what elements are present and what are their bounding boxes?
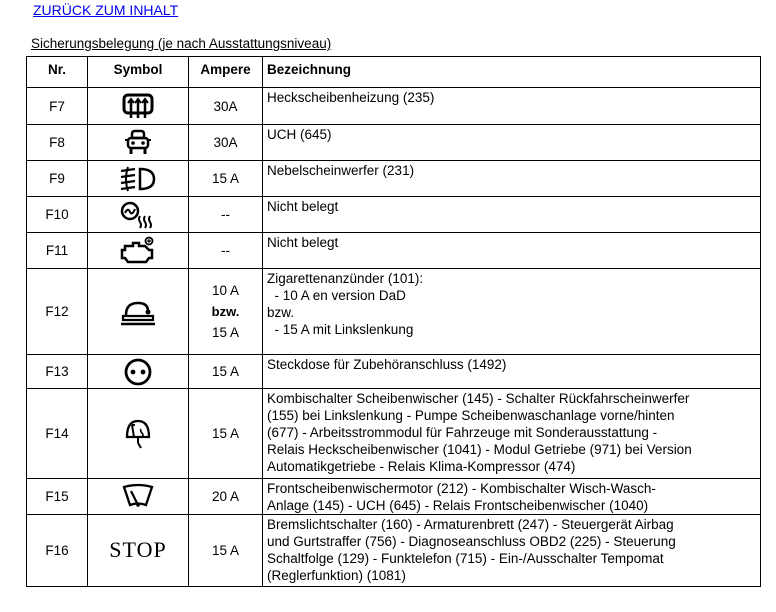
description: Nebelscheinwerfer (231): [263, 161, 761, 197]
fuse-table: [26, 56, 761, 587]
symbol-cell: [88, 233, 189, 269]
header-ampere: Ampere: [189, 57, 263, 88]
wiper-switch-icon: [121, 417, 155, 451]
table-row: [27, 389, 761, 479]
fuse-number: F15: [27, 479, 88, 515]
symbol-cell: [88, 515, 189, 587]
engine-icon: [119, 236, 157, 266]
description: Nicht belegt: [263, 233, 761, 269]
ucm-car-icon: [123, 128, 153, 158]
description: Kombischalter Scheibenwischer (145) - Schalter Rückfahrscheinwerfer (155) bei Linkslenkung - Pumpe Scheibenwaschanlage vorne/hinten (677) - Arbeitsstrommodul für Fahrzeuge mit Sonderausstattung - Relais Heckscheibenwischer (1041) - Modul Getriebe (971) bei Version Automatikgetriebe - Relais Klima-Kompressor (474): [263, 389, 761, 479]
fuse-number: F16: [27, 515, 88, 587]
fuse-number: F14: [27, 389, 88, 479]
symbol-cell: [88, 88, 189, 125]
header-nr: Nr.: [27, 57, 88, 88]
description: Heckscheibenheizung (235): [263, 88, 761, 125]
ampere-value: 30A: [189, 88, 263, 125]
table-row: [27, 197, 761, 233]
ampere-value: 15 A: [189, 515, 263, 587]
symbol-cell: [88, 355, 189, 389]
ampere-value: --: [189, 233, 263, 269]
stop-text-icon: STOP: [109, 536, 167, 562]
header-description: Bezeichnung: [263, 57, 761, 88]
header-symbol: Symbol: [88, 57, 189, 88]
table-row: [27, 355, 761, 389]
heated-seat-icon: [118, 200, 158, 230]
description: Frontscheibenwischermotor (212) - Kombischalter Wisch-Wasch- Anlage (145) - UCH (645) - Relais Frontscheibenwischer (1040): [263, 479, 761, 515]
fuse-number: F11: [27, 233, 88, 269]
table-row: [27, 269, 761, 355]
windscreen-wiper-icon: [121, 483, 155, 511]
table-row: [27, 479, 761, 515]
description: Bremslichtschalter (160) - Armaturenbrett (247) - Steuergerät Airbag und Gurtstraffer (756) - Diagnoseanschluss OBD2 (225) - Steuerung Schaltfolge (129) - Funktelefon (715) - Ein-/Ausschalter Tempomat (Reglerfunktion) (1081): [263, 515, 761, 587]
symbol-cell: [88, 161, 189, 197]
fuse-number: F13: [27, 355, 88, 389]
symbol-cell: [88, 125, 189, 161]
table-caption: Sicherungsbelegung (je nach Ausstattungsniveau): [31, 36, 332, 51]
table-row: [27, 515, 761, 587]
fuse-number: F7: [27, 88, 88, 125]
ampere-value: 15 A: [189, 389, 263, 479]
ampere-value: 15 A: [189, 355, 263, 389]
description: Zigarettenanzünder (101): - 10 A en version DaD bzw. - 15 A mit Linkslenkung: [263, 269, 761, 355]
ampere-value: 10 A bzw. 15 A: [189, 269, 263, 355]
description: Steckdose für Zubehöranschluss (1492): [263, 355, 761, 389]
fuse-number: F9: [27, 161, 88, 197]
fuse-number: F8: [27, 125, 88, 161]
ampere-value: --: [189, 197, 263, 233]
socket-icon: [122, 357, 154, 387]
ampere-value: 15 A: [189, 161, 263, 197]
cigarette-lighter-icon: [118, 297, 158, 327]
ampere-value: 20 A: [189, 479, 263, 515]
symbol-cell: [88, 197, 189, 233]
table-row: [27, 88, 761, 125]
description: UCH (645): [263, 125, 761, 161]
symbol-cell: [88, 479, 189, 515]
table-row: [27, 233, 761, 269]
ampere-value: 30A: [189, 125, 263, 161]
description: Nicht belegt: [263, 197, 761, 233]
fuse-number: F12: [27, 269, 88, 355]
table-row: [27, 125, 761, 161]
fuse-number: F10: [27, 197, 88, 233]
symbol-cell: [88, 389, 189, 479]
table-row: [27, 161, 761, 197]
rear-defrost-icon: [121, 92, 155, 120]
symbol-cell: [88, 269, 189, 355]
fog-light-icon: [118, 166, 158, 192]
header-row: [27, 57, 761, 88]
back-to-contents-link[interactable]: ZURÜCK ZUM INHALT: [33, 2, 179, 18]
